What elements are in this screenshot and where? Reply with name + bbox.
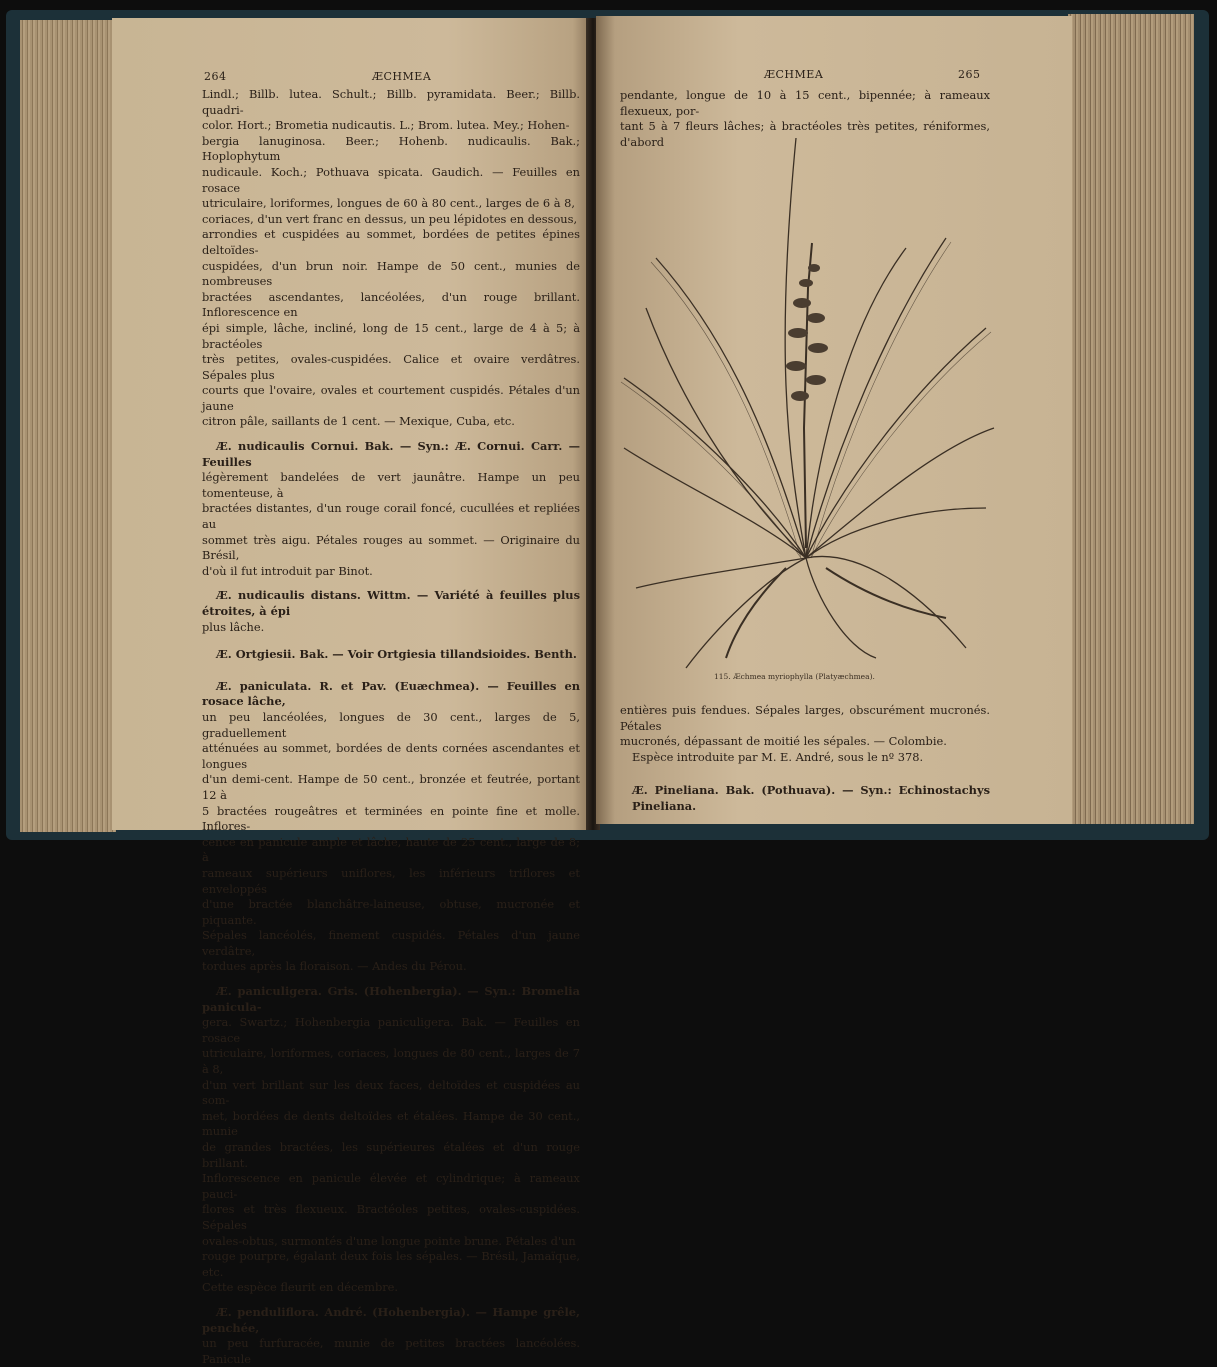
page-number-left: 264 [204,70,227,83]
line: Lindl.; Billb. lutea. Schult.; Billb. pyramidata. Beer.; Billb. quadri- [202,87,580,117]
entry-paniculigera: Æ. paniculigera. Gris. (Hohenbergia). — Syn.: Bromelia panicula- [202,984,580,1014]
entry-ortgiesii: Æ. Ortgiesii. Bak. — Voir Ortgiesia tillandsioides. Benth. [216,647,577,662]
left-page [112,18,592,1366]
right-page-top-text: pendante, longue de 10 à 15 cent., bipennée; à rameaux flexueux, por- tant 5 à 7 fleurs lâches; à bractéoles très petites, réniformes, d'abord [620,88,990,149]
entry-nudicaulis-cornui: Æ. nudicaulis Cornui. Bak. — Syn.: Æ. Cornui. Carr. — Feuilles [202,439,580,469]
page-number-right: 265 [958,68,981,81]
page-edges-left [20,20,116,832]
plant-illustration [616,128,996,668]
figure-caption: 115. Æchmea myriophylla (Platyæchmea). [714,672,875,681]
entry-paniculata: Æ. paniculata. R. et Pav. (Euæchmea). — Feuilles en rosace lâche, [202,678,580,709]
page-edges-right [1068,14,1194,824]
running-head-right: ÆCHMEA [764,68,824,81]
right-page-bottom-text: entières puis fendues. Sépales larges, obscurément mucronés. Pétales mucronés, dépassant de moitié les sépales. — Colombie. Espèce introduite par M. E. André, sous le nº 378. Æ. Pineliana. Bak. (Pothuava). — Syn.: Echinostachys Pineliana. [620,703,990,813]
right-page [596,16,1072,824]
entry-pineliana: Æ. Pineliana. Bak. (Pothuava). — Syn.: Echinostachys Pineliana. [632,783,990,813]
entry-nudicaulis-distans: Æ. nudicaulis distans. Wittm. — Variété à feuilles plus étroites, à épi [202,588,580,618]
entry-penduliflora: Æ. penduliflora. André. (Hohenbergia). — Hampe grêle, penchée, [202,1304,580,1335]
running-head-left: ÆCHMEA [372,70,432,83]
left-page-text: Lindl.; Billb. lutea. Schult.; Billb. pyramidata. Beer.; Billb. quadri- color. Hort.; Brometia nudicautis. L.; Brom. lutea. Mey.; Hohen- bergia lanuginosa. Beer.; Hohenb. nudicaulis. Bak.; Hoplophytum nudicaule. Koch.; Pothuava spicata. Gaudich. — Feuilles en rosace utriculaire, loriformes, longues de 60 à 80 cent., larges de 6 à 8, coriaces, d'un vert franc en dessus, un peu lépidotes en dessous, arrondies et cuspidées au sommet, bordées de petites épines deltoïdes- cuspidées, d'un brun noir. Hampe de 50 cent., munies de nombreuses bractées ascendantes, lancéolées, d'un rouge brillant. Inflorescence en épi simple, lâche, incliné, long de 15 cent., large de 4 à 5; à bractéoles très petites, ovales-cuspidées. Calice et ovaire verdâtres. Sépales plus courts que l'ovaire, ovales et courtement cuspidés. Pétales d'un jaune citron pâle, saillants de 1 cent. — Mexique, Cuba, etc. Æ. nudicaulis Cornui. Bak. — Syn.: Æ. Cornui. Carr. — Feuilles légèrement bandelées de vert jaunâtre. Hampe un peu tomenteuse, à bractées distantes, d'un rouge corail foncé, cucullées et repliées au sommet très aigu. Pétales rouges au sommet. — Originaire du Brésil, d'où il fut introduit par Binot. Æ. nudicaulis distans. Wittm. — Variété à feuilles plus étroites, à épi plus lâche. Æ. Ortgiesii. Bak. — Voir Ortgiesia tillandsioides. Benth. Æ. paniculata. R. et Pav. (Euæchmea). — Feuilles en rosace lâche, un peu lancéolées, longues de 30 cent., larges de 5, graduellement atténuées au sommet, bordées de dents cornées ascendantes et longues d'un demi-cent. Hampe de 50 cent., bronzée et feutrée, portant 12 à 5 bractées rougeâtres et terminées en pointe fine et molle. Inflores- cence en panicule ample et lâche, haute de 25 cent., large de 8; à rameaux supérieurs uniflores, les inférieurs triflores et enveloppés d'une bractée blanchâtre-laineuse, obtuse, mucronée et piquante. Sépales lancéolés, finement cuspidés. Pétales d'un jaune verdâtre, tordues après la floraison. — Andes du Pérou. Æ. paniculigera. Gris. (Hohenbergia). — Syn.: Bromelia panicula- gera. Swartz.; Hohenbergia paniculigera. Bak. — Feuilles en rosace utriculaire, loriformes, coriaces, longues de 80 cent., larges de 7 à 8, d'un vert brillant sur les deux faces, deltoïdes et cuspidées au som- met, bordées de dents deltoïdes et étalées. Hampe de 30 cent., munie de grandes bractées, les supérieures étalées et d'un rouge brillant. Inflorescence en panicule élevée et cylindrique; à rameaux pauci- flores et très flexueux. Bractéoles petites, ovales-cuspidées. Sépales ovales-obtus, surmontés d'une longue pointe brune. Pétales d'un rouge pourpre, égalant deux fois les sépales. — Brésil, Jamaïque, etc. Cette espèce fleurit en décembre. Æ. penduliflora. André. (Hohenbergia). — Hampe grêle, penchée, un peu furfuracée, munie de petites bractées lancéolées. Panicule [202,87,580,1366]
